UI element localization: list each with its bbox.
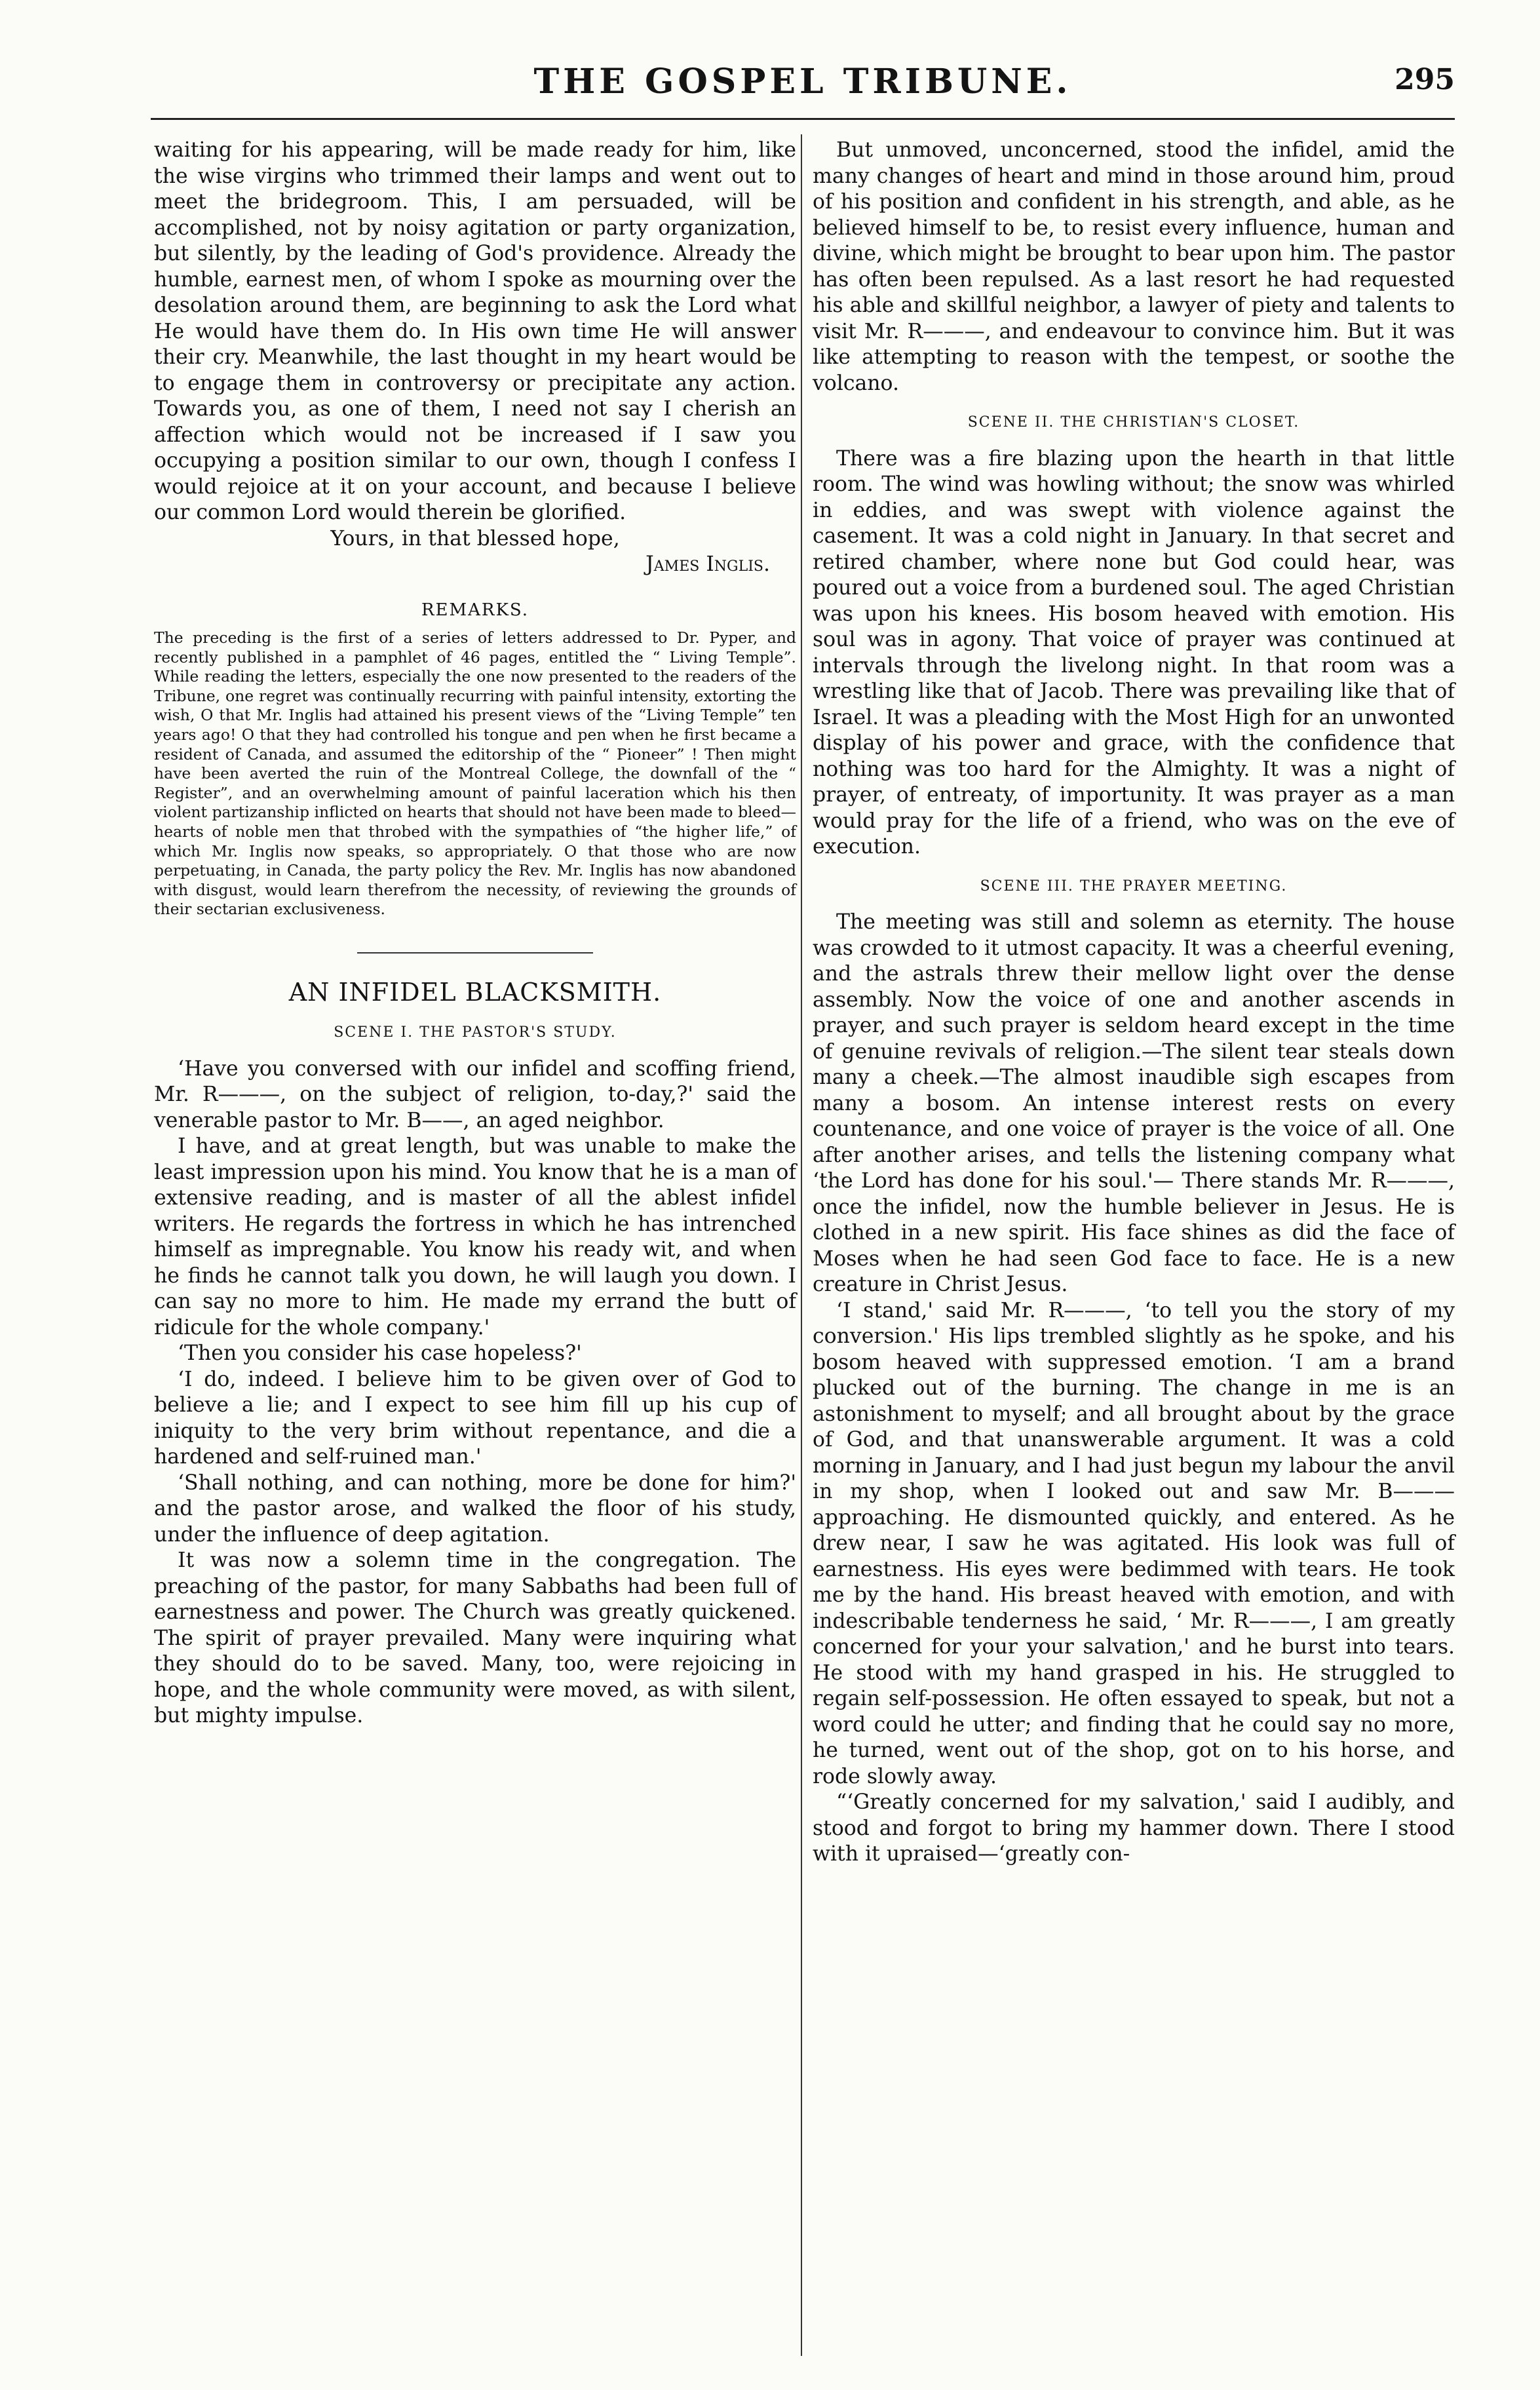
column-divider <box>801 134 802 2356</box>
article-paragraph: It was now a solemn time in the congregation. The preaching of the pastor, for many Sabbaths had been full of earnestness and power. The Church was greatly quickened. The spirit of prayer prevailed. Many were inquiring what they should do to be saved. Many, too, were rejoicing in hope, and the whole community were moved, as with silent, but mighty impulse. <box>154 1549 796 1728</box>
article-paragraph: There was a fire blazing upon the hearth in that little room. The wind was howling without; the snow was whirled in eddies, and was swept with violence against the casement. It was a cold night in January. In that secret and retired chamber, where none but God could hear, was poured out a voice from a burdened soul. The aged Christian was upon his knees. His bosom heaved with emotion. His soul was in agony. That voice of prayer was continued at intervals through the livelong night. In that room was a wrestling like that of Jacob. There was prevailing like that of Israel. It was a pleading with the Most High for an unwonted display of his power and grace, with the confidence that nothing was too hard for the Almighty. It was a night of prayer, of entreaty, of importunity. It was prayer as a man would pray for the life of a friend, who was on the eve of execution. <box>813 446 1455 858</box>
article-paragraph: But unmoved, unconcerned, stood the infidel, amid the many changes of heart and mind in those around him, proud of his position and confident in his strength, and able, as he believed himself to be, to resist every influence, human and divine, which might be brought to bear upon him. The pastor has often been repulsed. As a last resort he had requested his able and skillful neighbor, a lawyer of piety and talents to visit Mr. R———, and endeavour to convince him. But it was like attempting to reason with the tempest, or soothe the volcano. <box>813 138 1455 395</box>
letter-signature: James Inglis. <box>645 552 770 576</box>
page-header <box>151 58 1455 110</box>
letter-paragraph: waiting for his appearing, will be made ready for him, like the wise virgins who trimmed their lamps and went out to meet the bridegroom. This, I am persuaded, will be accomplished, not by noisy agitation or party organization, but silently, by the leading of God's providence. Already the humble, earnest men, of whom I spoke as mourning over the desolation around them, are beginning to ask the Lord what He would have them do. In His own time He will answer their cry. Meanwhile, the last thought in my heart would be to engage them in controversy or precipitate any action. Towards you, as one of them, I need not say I cherish an affection which would not be increased if I saw you occupying a position similar to our own, though I confess I would rejoice at it on your account, and because I believe our common Lord would therein be glorified. <box>154 138 796 524</box>
article-title: AN INFIDEL BLACKSMITH. <box>288 977 662 1007</box>
letter-closing: Yours, in that blessed hope, <box>330 526 620 550</box>
journal-title: THE GOSPEL TRIBUNE. <box>533 62 1072 102</box>
article-paragraph: ‘I stand,' said Mr. R———, ‘to tell you the story of my conversion.' His lips trembled slightly as he spoke, and his bosom heaved with suppressed emotion. ‘I am a brand plucked out of the burning. The change in me is an astonishment to myself; and all brought about by the grace of God, and that unanswerable argument. It was a cold morning in January, and I had just begun my labour the anvil in my shop, when I looked out and saw Mr. B——— approaching. He dismounted quickly, and entered. As he drew near, I saw he was agitated. His look was full of earnestness. His eyes were bedimmed with tears. He took me by the hand. His breast heaved with emotion, and with indescribable tenderness he said, ‘ Mr. R———, I am greatly concerned for your your salvation,' and he burst into tears. He stood with my hand grasped in his. He struggled to regain self-possession. He often essayed to speak, but not a word could he utter; and finding that he could say no more, he turned, went out of the shop, got on to his horse, and rode slowly away. <box>813 1298 1455 1788</box>
article-paragraph: ‘I do, indeed. I believe him to be given over of God to believe a lie; and I expect to see him fill up his cup of iniquity to the very brim without repentance, and die a hardened and self-ruined man.' <box>154 1367 796 1469</box>
left-column <box>154 138 796 1729</box>
scene-heading: SCENE I. THE PASTOR'S STUDY. <box>334 1024 617 1041</box>
article-paragraph: I have, and at great length, but was unable to make the least impression upon his mind. You know that he is a man of extensive reading, and is master of all the ablest infidel writers. He regards the fortress in which he has intrenched himself as impregnable. You know his ready wit, and when he finds he cannot talk you down, he will laugh you down. I can say no more to him. He made my errand the butt of ridicule for the whole company.' <box>154 1134 796 1340</box>
article-paragraph: ‘Have you conversed with our infidel and scoffing friend, Mr. R———, on the subject of religion, to-day,?' said the venerable pastor to Mr. B——, an aged neighbor. <box>154 1056 796 1132</box>
article-paragraph: “‘Greatly concerned for my salvation,' said I audibly, and stood and forgot to bring my hammer down. There I stood with it upraised—‘greatly con- <box>813 1790 1455 1866</box>
article-paragraph: ‘Then you consider his case hopeless?' <box>178 1341 582 1366</box>
section-divider <box>357 952 593 954</box>
scene-heading: SCENE III. THE PRAYER MEETING. <box>980 877 1288 895</box>
scene-heading: SCENE II. THE CHRISTIAN'S CLOSET. <box>967 414 1300 431</box>
header-rule <box>151 118 1455 120</box>
article-paragraph: ‘Shall nothing, and can nothing, more be done for him?' and the pastor arose, and walked the floor of his study, under the influence of deep agitation. <box>154 1471 796 1547</box>
right-column <box>813 138 1455 1868</box>
remarks-text: The preceding is the first of a series of letters addressed to Dr. Pyper, and recently published in a pamphlet of 46 pages, entitled the “ Living Temple”. While reading the letters, especially the one now presented to the readers of the Tribune, one regret was continually recurring with painful intensity, extorting the wish, O that Mr. Inglis had attained his present views of the “Living Temple” ten years ago! O that they had controlled his tongue and pen when he first became a resident of Canada, and assumed the editorship of the “ Pioneer” ! Then might have been averted the ruin of the Montreal College, the downfall of the “ Register”, and an overwhelming amount of painful laceration which his then violent partizanship inflicted on hearts that should not have been made to bleed—hearts of noble men that throbed with the sympathies of “the higher life,” of which Mr. Inglis now speaks, so appropriately. O that those who are now perpetuating, in Canada, the party policy the Rev. Mr. Inglis has now abandoned with disgust, would learn therefrom the necessity, of reviewing the grounds of their sectarian exclusiveness. <box>154 628 796 919</box>
page-number: 295 <box>1395 63 1455 96</box>
article-paragraph: The meeting was still and solemn as eternity. The house was crowded to it utmost capacity. It was a cheerful evening, and the astrals threw their mellow light over the dense assembly. Now the voice of one and another ascends in prayer, and such prayer is seldom heard except in the time of genuine revivals of religion.—The silent tear steals down many a cheek.—The almost inaudible sigh escapes from many a bosom. An intense interest rests on every countenance, and one voice of prayer is the voice of all. One after another arises, and tells the listening company what ‘the Lord has done for his soul.'— There stands Mr. R———, once the infidel, now the humble believer in Jesus. He is clothed in a new spirit. His face shines as did the face of Moses when he had seen God face to face. He is a new creature in Christ Jesus. <box>813 910 1455 1296</box>
remarks-heading: REMARKS. <box>421 600 529 620</box>
